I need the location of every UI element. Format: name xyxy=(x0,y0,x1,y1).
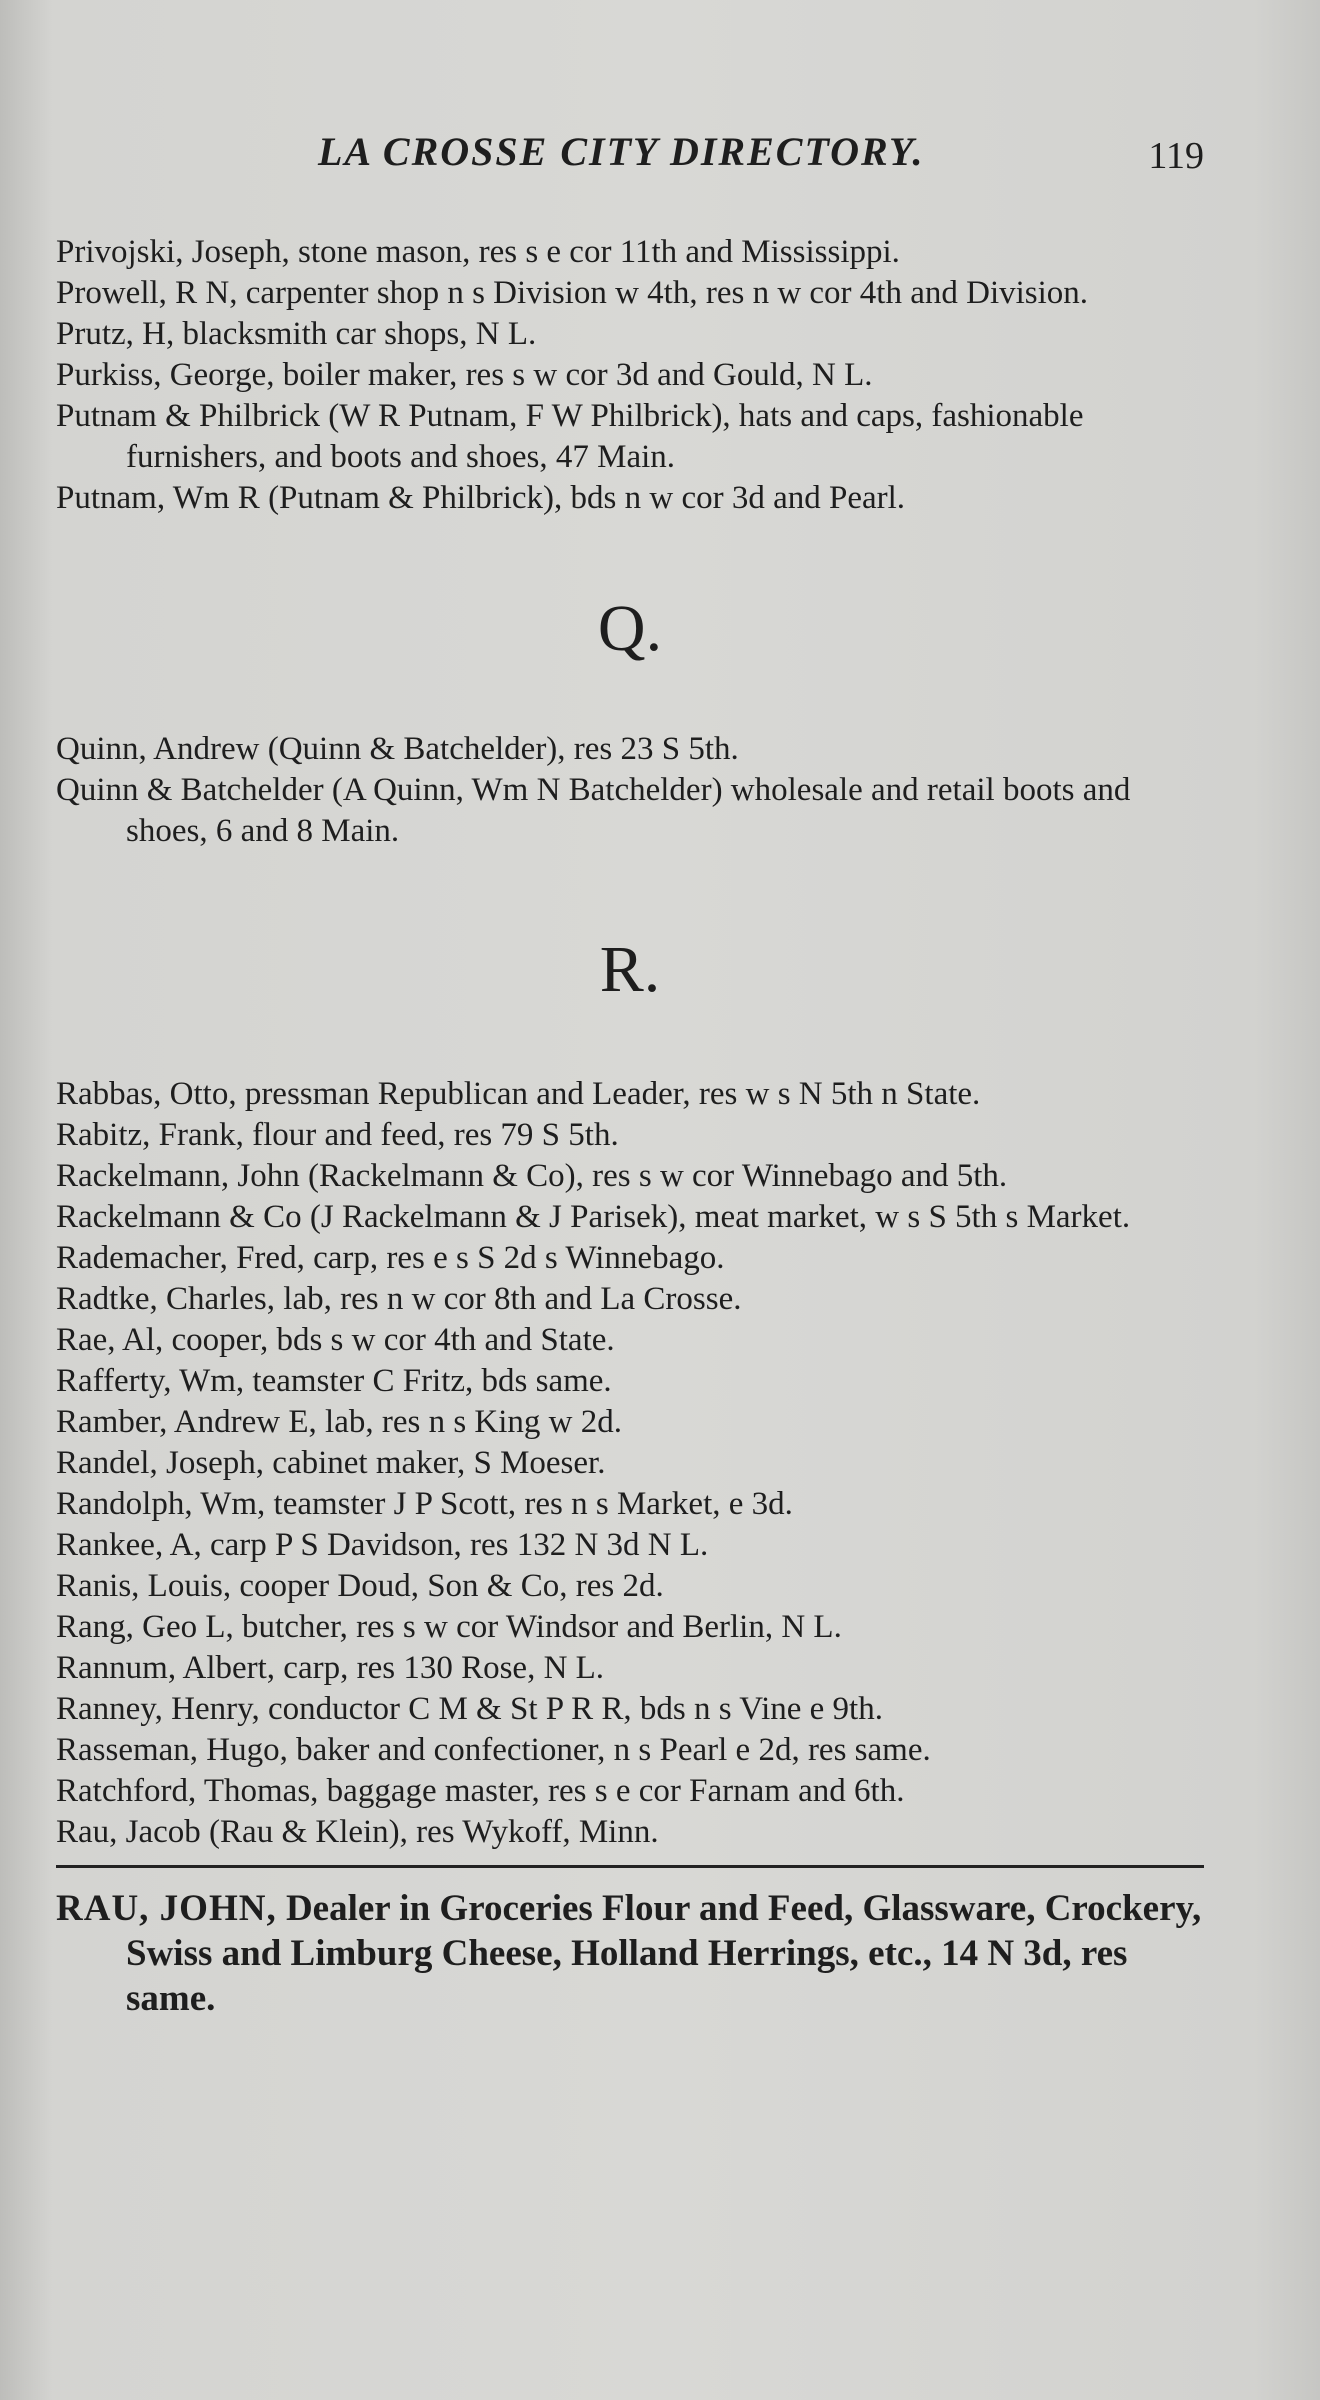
directory-entry: Rabitz, Frank, flour and feed, res 79 S 5th. xyxy=(56,1117,619,1153)
section-letter-q: Q. xyxy=(597,592,663,665)
section-r xyxy=(56,930,1204,1853)
directory-entry: Rae, Al, cooper, bds s w cor 4th and State. xyxy=(56,1322,615,1358)
advertisement xyxy=(56,1886,1204,2021)
directory-entry: Rannum, Albert, carp, res 130 Rose, N L. xyxy=(56,1650,605,1686)
directory-entry: Rankee, A, carp P S Davidson, res 132 N 3d N L. xyxy=(56,1527,709,1563)
directory-entry: Prowell, R N, carpenter shop n s Division w 4th, res n w cor 4th and Division. xyxy=(56,275,1089,311)
directory-entry: Putnam & Philbrick (W R Putnam, F W Philbrick), hats and caps, fashionable furnishers, and boots and shoes, 47 Main. xyxy=(56,398,1084,475)
directory-entry: Ratchford, Thomas, baggage master, res s e cor Farnam and 6th. xyxy=(56,1773,905,1809)
advertiser-name: RAU, JOHN, xyxy=(56,1888,277,1929)
directory-entry: Randolph, Wm, teamster J P Scott, res n s Market, e 3d. xyxy=(56,1486,793,1522)
directory-entry: Rackelmann & Co (J Rackelmann & J Parisek), meat market, w s S 5th s Market. xyxy=(56,1199,1131,1235)
page-number: 119 xyxy=(1148,135,1204,177)
directory-entry: Rasseman, Hugo, baker and confectioner, n s Pearl e 2d, res same. xyxy=(56,1732,931,1768)
directory-entry: Rademacher, Fred, carp, res e s S 2d s Winnebago. xyxy=(56,1240,725,1276)
directory-entry: Prutz, H, blacksmith car shops, N L. xyxy=(56,316,537,352)
directory-entry: Rafferty, Wm, teamster C Fritz, bds same. xyxy=(56,1363,612,1399)
directory-entry: Rabbas, Otto, pressman Republican and Leader, res w s N 5th n State. xyxy=(56,1076,981,1112)
directory-entry: Purkiss, George, boiler maker, res s w cor 3d and Gould, N L. xyxy=(56,357,873,393)
directory-entry: Rackelmann, John (Rackelmann & Co), res s w cor Winnebago and 5th. xyxy=(56,1158,1008,1194)
directory-entry: Rau, Jacob (Rau & Klein), res Wykoff, Minn. xyxy=(56,1814,659,1850)
directory-entry: Quinn, Andrew (Quinn & Batchelder), res 23 S 5th. xyxy=(56,731,739,767)
directory-entry: Quinn & Batchelder (A Quinn, Wm N Batchelder) wholesale and retail boots and shoes, 6 and 8 Main. xyxy=(56,772,1131,849)
section-p xyxy=(56,232,1204,519)
directory-content xyxy=(56,232,1204,2021)
page-header xyxy=(0,128,1320,188)
directory-entry: Radtke, Charles, lab, res n w cor 8th and La Crosse. xyxy=(56,1281,742,1317)
section-letter-r: R. xyxy=(599,933,661,1006)
advertisement-text: Dealer in Groceries Flour and Feed, Glassware, Crockery, Swiss and Limburg Cheese, Holland Herrings, etc., 14 N 3d, res same. xyxy=(126,1888,1202,2019)
directory-entry: Randel, Joseph, cabinet maker, S Moeser. xyxy=(56,1445,606,1481)
directory-entry: Rang, Geo L, butcher, res s w cor Windsor and Berlin, N L. xyxy=(56,1609,842,1645)
directory-entry: Privojski, Joseph, stone mason, res s e cor 11th and Mississippi. xyxy=(56,234,900,270)
directory-entry: Ranney, Henry, conductor C M & St P R R, bds n s Vine e 9th. xyxy=(56,1691,883,1727)
directory-entry: Ramber, Andrew E, lab, res n s King w 2d. xyxy=(56,1404,622,1440)
running-title: LA CROSSE CITY DIRECTORY. xyxy=(318,129,925,174)
directory-entry: Ranis, Louis, cooper Doud, Son & Co, res 2d. xyxy=(56,1568,664,1604)
section-q xyxy=(56,589,1204,852)
directory-entry: Putnam, Wm R (Putnam & Philbrick), bds n w cor 3d and Pearl. xyxy=(56,480,906,516)
divider-rule xyxy=(56,1865,1204,1868)
